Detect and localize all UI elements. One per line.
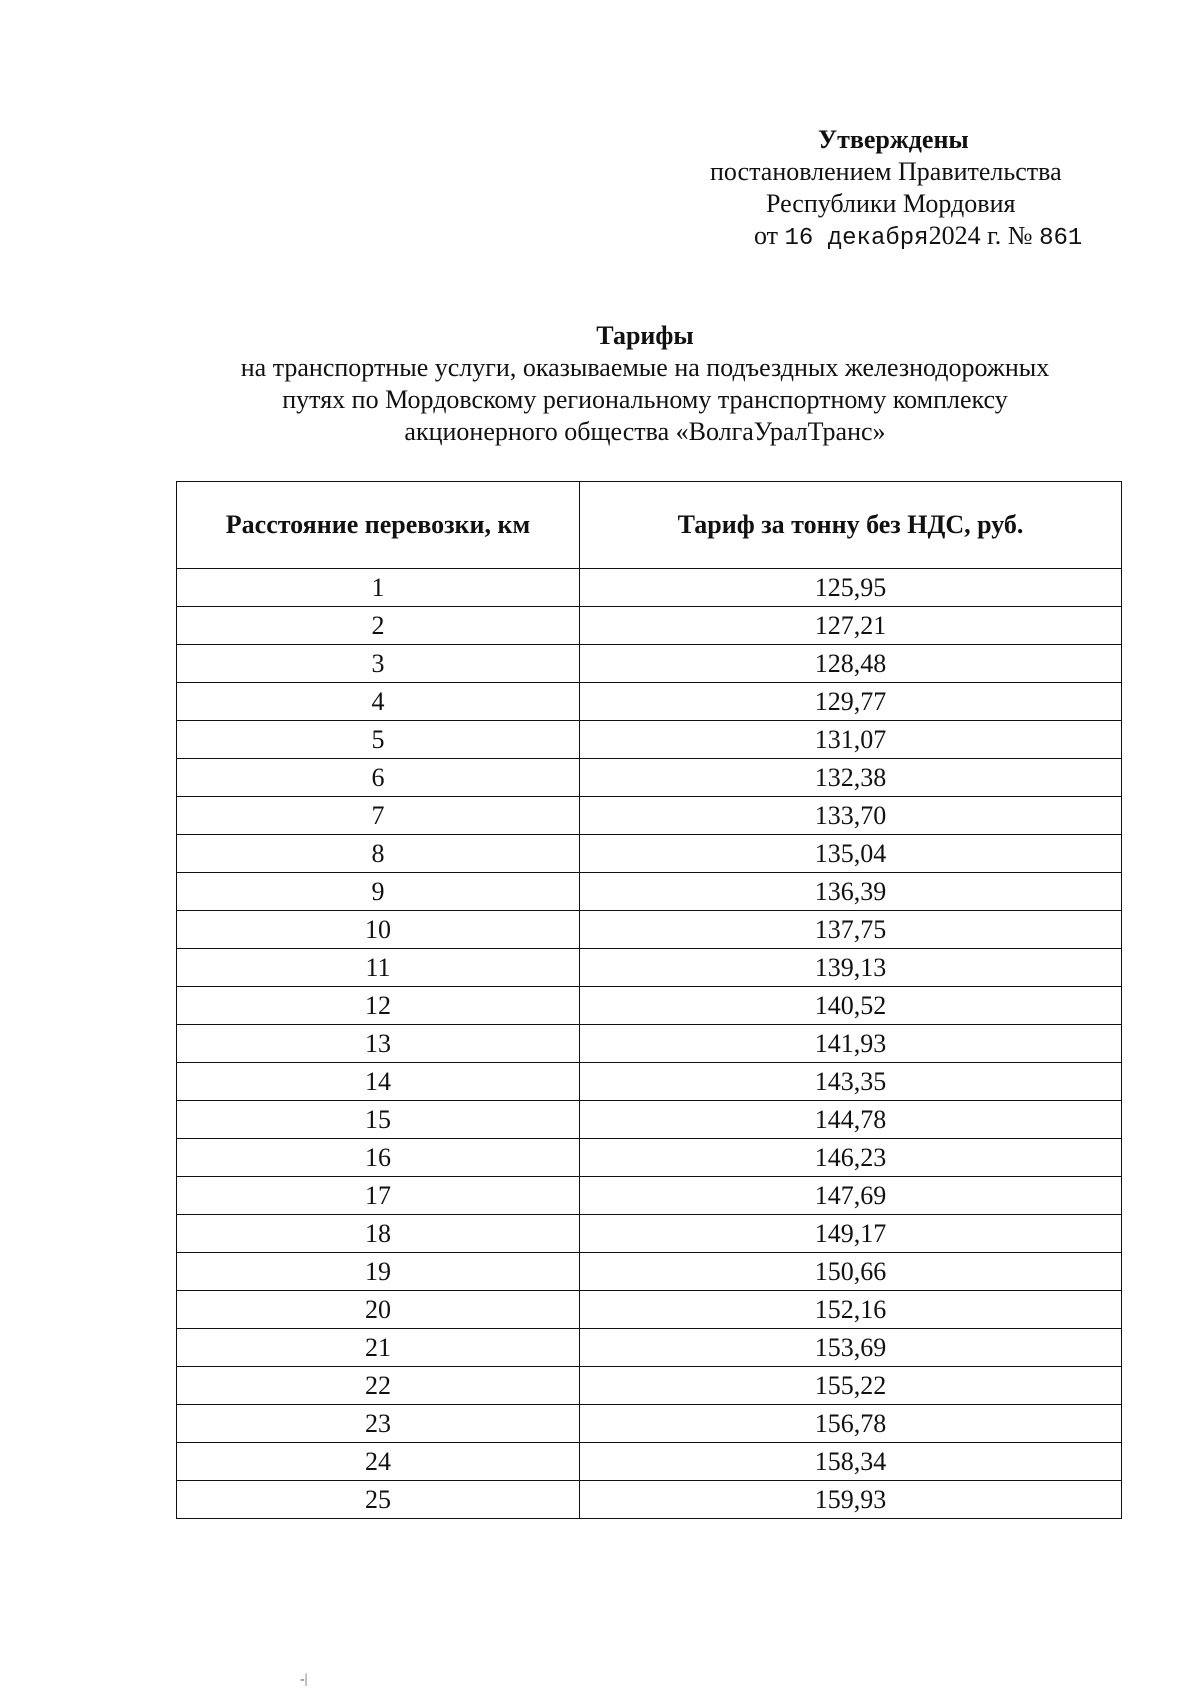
table-row [177, 1063, 1122, 1101]
approval-decree-line: постановлением Правительства [710, 157, 1062, 186]
distance-cell: 6 [177, 759, 580, 797]
tariff-cell: 147,69 [580, 1177, 1122, 1215]
distance-cell: 15 [177, 1101, 580, 1139]
distance-cell: 12 [177, 987, 580, 1025]
decree-number: 861 [1039, 225, 1083, 252]
distance-cell: 17 [177, 1177, 580, 1215]
table-row [177, 607, 1122, 645]
approval-title: Утверждены [818, 125, 969, 154]
date-year: 2024 г. [928, 221, 1002, 250]
distance-cell: 9 [177, 873, 580, 911]
header-tariff: Тариф за тонну без НДС, руб. [580, 482, 1122, 569]
table-row [177, 1101, 1122, 1139]
distance-cell: 18 [177, 1215, 580, 1253]
table-row [177, 1481, 1122, 1519]
tariff-cell: 155,22 [580, 1367, 1122, 1405]
document-subtitle: на транспортные услуги, оказываемые на подъездных железнодорожных путях по Мордовскому региональному транспортному комплексу акционерного общества «ВолгаУралТранс» [240, 353, 1050, 446]
distance-cell: 5 [177, 721, 580, 759]
table-row [177, 1329, 1122, 1367]
table-row [177, 721, 1122, 759]
table-row [177, 797, 1122, 835]
date-day-month: 16 декабря [784, 225, 929, 252]
table-header-row [177, 482, 1122, 569]
distance-cell: 7 [177, 797, 580, 835]
tariff-cell: 128,48 [580, 645, 1122, 683]
table-row [177, 1291, 1122, 1329]
table-body [177, 569, 1122, 1519]
document-title-block [150, 320, 1140, 448]
tariff-cell: 152,16 [580, 1291, 1122, 1329]
tariff-cell: 135,04 [580, 835, 1122, 873]
distance-cell: 2 [177, 607, 580, 645]
number-sign: № [1007, 221, 1033, 250]
distance-cell: 14 [177, 1063, 580, 1101]
table-row [177, 1025, 1122, 1063]
table-row [177, 1367, 1122, 1405]
tariff-cell: 125,95 [580, 569, 1122, 607]
distance-cell: 1 [177, 569, 580, 607]
tariff-cell: 143,35 [580, 1063, 1122, 1101]
table-row [177, 1215, 1122, 1253]
approval-date-line [700, 220, 1120, 255]
document-title: Тарифы [596, 321, 694, 350]
distance-cell: 16 [177, 1139, 580, 1177]
distance-cell: 25 [177, 1481, 580, 1519]
table-row [177, 1405, 1122, 1443]
distance-cell: 23 [177, 1405, 580, 1443]
approval-block [700, 124, 1120, 255]
distance-cell: 20 [177, 1291, 580, 1329]
table-row [177, 1139, 1122, 1177]
distance-cell: 24 [177, 1443, 580, 1481]
date-prefix: от [754, 221, 779, 250]
tariff-cell: 127,21 [580, 607, 1122, 645]
tariff-cell: 132,38 [580, 759, 1122, 797]
table-row [177, 759, 1122, 797]
distance-cell: 10 [177, 911, 580, 949]
tariff-cell: 133,70 [580, 797, 1122, 835]
tariff-cell: 129,77 [580, 683, 1122, 721]
tariff-cell: 146,23 [580, 1139, 1122, 1177]
table-row [177, 1253, 1122, 1291]
tariff-cell: 159,93 [580, 1481, 1122, 1519]
tariff-cell: 131,07 [580, 721, 1122, 759]
table-row [177, 949, 1122, 987]
table-row [177, 1177, 1122, 1215]
tariff-cell: 137,75 [580, 911, 1122, 949]
distance-cell: 3 [177, 645, 580, 683]
tariff-cell: 156,78 [580, 1405, 1122, 1443]
tariff-cell: 141,93 [580, 1025, 1122, 1063]
distance-cell: 13 [177, 1025, 580, 1063]
tariff-cell: 158,34 [580, 1443, 1122, 1481]
tariff-cell: 139,13 [580, 949, 1122, 987]
tariff-cell: 153,69 [580, 1329, 1122, 1367]
distance-cell: 11 [177, 949, 580, 987]
tariff-cell: 150,66 [580, 1253, 1122, 1291]
table-row [177, 987, 1122, 1025]
tariff-cell: 140,52 [580, 987, 1122, 1025]
table-row [177, 911, 1122, 949]
table-row [177, 569, 1122, 607]
distance-cell: 4 [177, 683, 580, 721]
distance-cell: 19 [177, 1253, 580, 1291]
tariff-cell: 144,78 [580, 1101, 1122, 1139]
table-row [177, 645, 1122, 683]
footer-mark: -| [300, 1672, 308, 1687]
tariff-cell: 149,17 [580, 1215, 1122, 1253]
distance-cell: 21 [177, 1329, 580, 1367]
approval-republic-line: Республики Мордовия [766, 189, 1016, 218]
table-row [177, 1443, 1122, 1481]
tariff-table [176, 481, 1122, 1519]
header-distance: Расстояние перевозки, км [177, 482, 580, 569]
table-row [177, 873, 1122, 911]
distance-cell: 8 [177, 835, 580, 873]
tariff-cell: 136,39 [580, 873, 1122, 911]
table-row [177, 683, 1122, 721]
distance-cell: 22 [177, 1367, 580, 1405]
table-row [177, 835, 1122, 873]
